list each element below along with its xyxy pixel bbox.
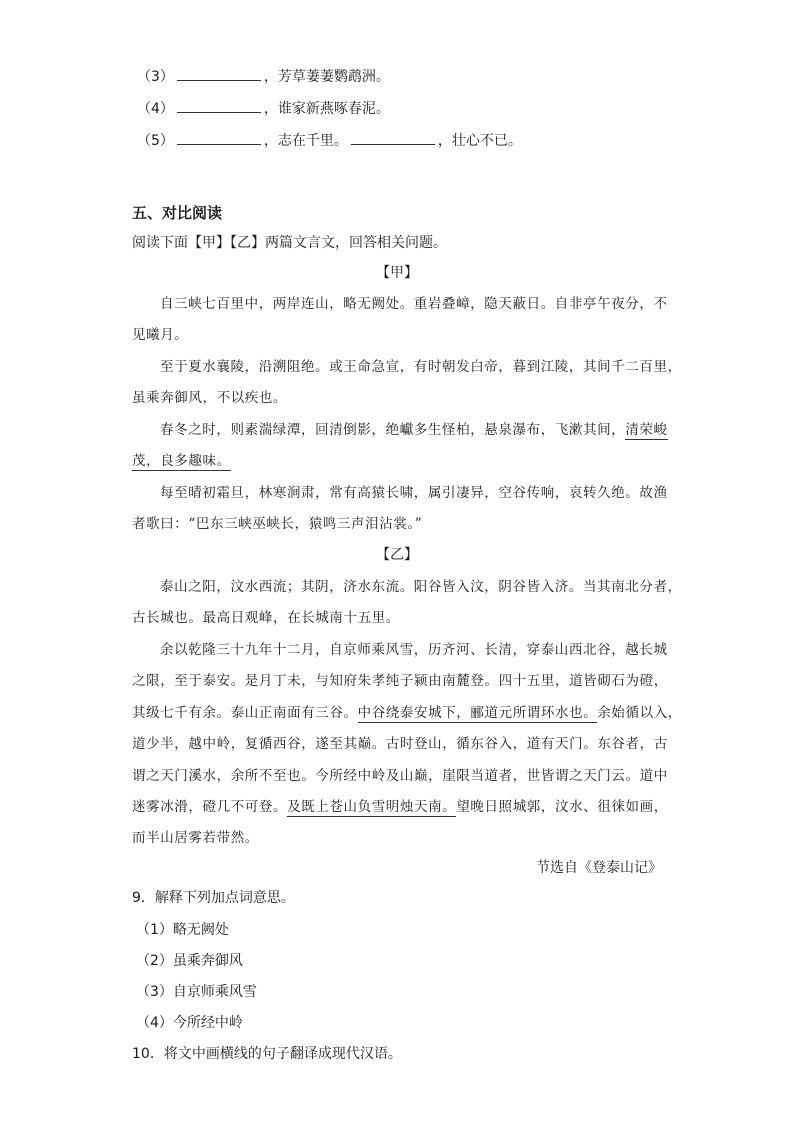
section-intro: 阅读下面【甲】【乙】两篇文言文，回答相关问题。 — [132, 235, 447, 251]
yi-p2-line2: 之限，至于泰安。是月丁未，与知府朱孝纯子颍由南麓登。四十五里，道皆砌石为磴， — [132, 673, 668, 689]
jia-p3-text: 春冬之时，则素湍绿潭，回清倒影，绝巘多生怪柏，悬泉瀑布，飞漱其间， — [160, 422, 626, 438]
q9-item-1: （1）略无阙处 — [136, 922, 229, 938]
answer-blank[interactable] — [177, 130, 261, 145]
q9-item-4: （4）今所经中岭 — [136, 1015, 243, 1031]
text-jia-heading: 【甲】 — [376, 265, 418, 281]
underlined-sentence: 及既上苍山负雪明烛天南。 — [287, 799, 457, 815]
jia-p4-line2: 者歌曰：“巴东三峡巫峡长，猿鸣三声泪沾裳。” — [132, 516, 423, 532]
poem-line: ，芳草萋萋鹦鹉洲。 — [263, 69, 390, 85]
yi-text: 余始循以入， — [597, 705, 682, 721]
yi-p2-line4: 道少半，越中岭，复循西谷，遂至其巅。古时登山，循东谷入，道有天门。东谷者，古 — [132, 736, 668, 752]
item-number: （4） — [137, 101, 174, 117]
yi-text: 迷雾冰滑，磴几不可登。 — [132, 799, 288, 815]
poem-line: ，谁家新燕啄春泥。 — [263, 101, 390, 117]
question-9-title: 9．解释下列加点词意思。 — [132, 890, 295, 906]
q9-item-3: （3）自京师乘风雪 — [136, 984, 257, 1000]
fill-blank-4 — [137, 98, 390, 119]
jia-p1-line2: 见曦月。 — [132, 327, 189, 343]
q9-item-2: （2）虽乘奔御风 — [136, 953, 243, 969]
text-yi-heading: 【乙】 — [376, 547, 418, 563]
item-number: （5） — [137, 133, 174, 149]
item-number: （3） — [137, 69, 174, 85]
jia-p2-line2: 虽乘奔御风，不以疾也。 — [132, 390, 288, 406]
section-title: 五、对比阅读 — [132, 204, 223, 222]
underlined-sentence: 茂，良多趣味。 — [132, 453, 231, 469]
yi-p1-line2: 古长城也。最高日观峰，在长城南十五里。 — [132, 610, 400, 626]
fill-blank-3 — [137, 66, 390, 87]
underlined-sentence: 中谷绕泰安城下，郦道元所谓环水也。 — [357, 705, 598, 721]
yi-p2-line7: 而半山居雾若带然。 — [132, 830, 259, 846]
poem-line: ，壮心不已。 — [437, 133, 522, 149]
yi-p2-line1: 余以乾隆三十九年十二月，自京师乘风雪，历齐河、长清，穿泰山西北谷，越长城 — [160, 642, 668, 658]
source-citation: 节选自《登泰山记》 — [536, 860, 662, 876]
question-10-title: 10．将文中画横线的句子翻译成现代汉语。 — [132, 1046, 402, 1062]
yi-p2-line3 — [132, 703, 682, 723]
yi-p2-line6 — [132, 797, 668, 817]
jia-p3-line1 — [160, 420, 668, 440]
yi-p2-line5: 谓之天门溪水，余所不至也。今所经中岭及山巅，崖限当道者，世皆谓之天门云。道中 — [132, 768, 668, 784]
jia-p2-line1: 至于夏水襄陵，沿溯阻绝。或王命急宣，有时朝发白帝，暮到江陵，其间千二百里， — [160, 359, 682, 375]
yi-text: 其级七千有余。泰山正南面有三谷。 — [132, 705, 358, 721]
jia-p3-line2 — [132, 451, 231, 471]
jia-p4-line1: 每至晴初霜旦，林寒涧肃，常有高猿长啸，属引凄异，空谷传响，哀转久绝。故渔 — [160, 485, 668, 501]
yi-text: 望晚日照城郭，汶水、徂徕如画， — [456, 799, 668, 815]
underlined-sentence: 清荣峻 — [625, 422, 668, 438]
jia-p1-line1: 自三峡七百里中，两岸连山，略无阙处。重岩叠嶂，隐天蔽日。自非亭午夜分，不 — [160, 296, 668, 312]
poem-line: ，志在千里。 — [263, 133, 348, 149]
fill-blank-5 — [137, 130, 522, 151]
answer-blank[interactable] — [351, 130, 435, 145]
answer-blank[interactable] — [177, 98, 261, 113]
answer-blank[interactable] — [177, 66, 261, 81]
yi-p1-line1: 泰山之阳，汶水西流；其阴，济水东流。阳谷皆入汶，阴谷皆入济。当其南北分者， — [160, 579, 682, 595]
